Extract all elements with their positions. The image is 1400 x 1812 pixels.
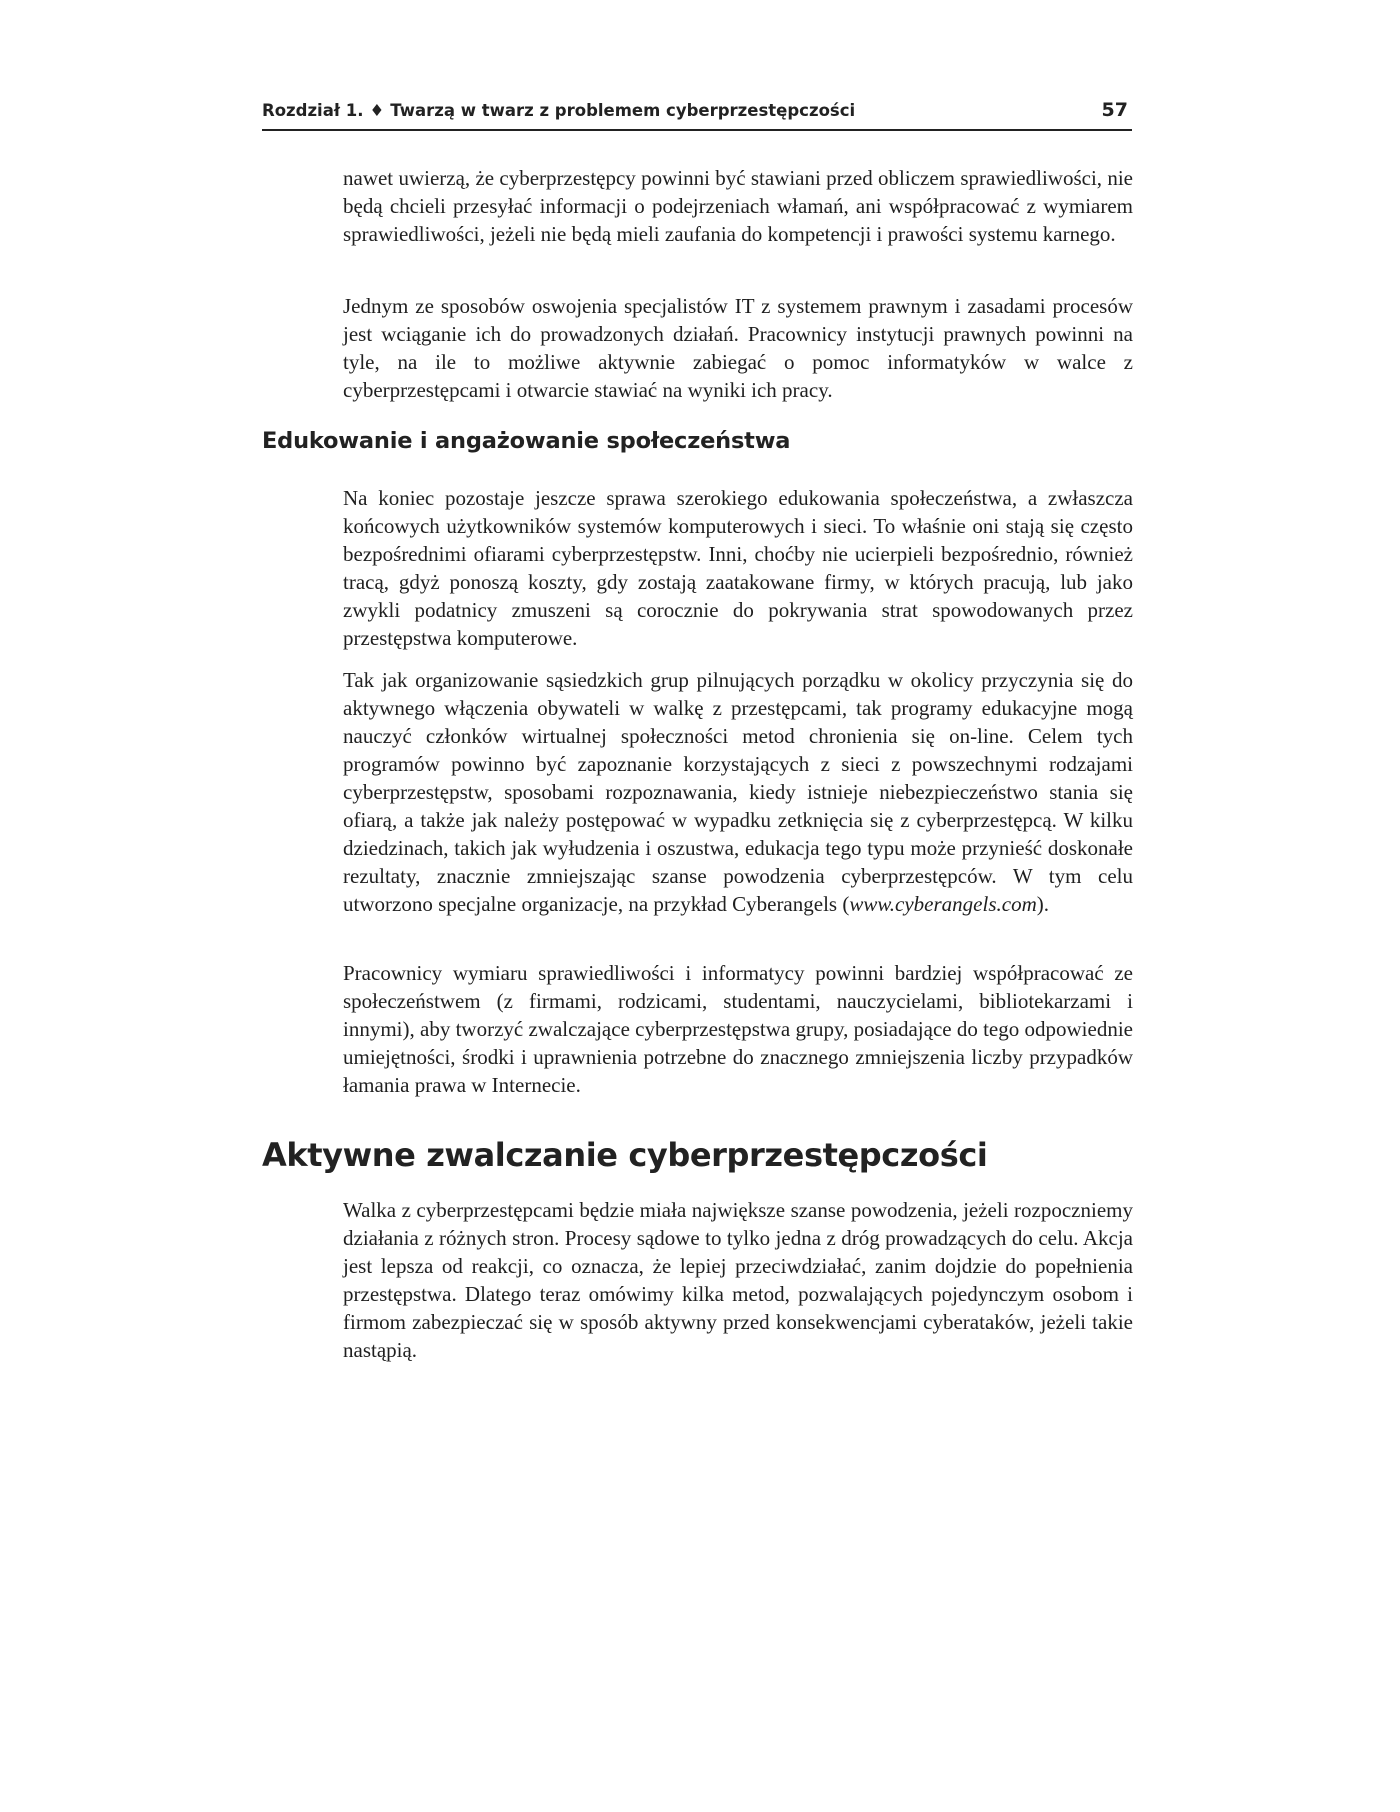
url-link[interactable]: www.cyberangels.com (849, 892, 1037, 916)
chapter-title (262, 101, 855, 120)
paragraph-5-block (343, 959, 1133, 1099)
paragraph: Walka z cyberprzestępcami będzie miała największe szanse powodzenia, jeżeli rozpoczniemy działania z różnych stron. Procesy sądowe to tylko jedna z dróg prowadzących do celu. Akcja jest lepsza od reakcji, co oznacza, że lepiej przeciwdziałać, zanim dojdzie do popełnienia przestępstwa. Dlatego teraz omówimy kilka metod, pozwalających pojedynczym osobom i firmom zabezpieczać się w sposób aktywny przed konsekwencjami cyberataków, jeżeli takie nastąpią. (343, 1198, 1133, 1362)
paragraph-3-block (343, 484, 1133, 652)
page-number: 57 (1101, 99, 1128, 121)
chapter-heading: Aktywne zwalczanie cyberprzestępczości (262, 1136, 988, 1174)
paragraph-4-block (343, 666, 1133, 918)
paragraph: nawet uwierzą, że cyberprzestępcy powinni być stawiani przed obliczem sprawiedliwości, nie będą chcieli przesyłać informacji o podejrzeniach włamań, ani współpracować z wymiarem sprawiedliwości, jeżeli nie będą mieli zaufania do kompetencji i prawości systemu karnego. (343, 166, 1133, 246)
section-heading: Edukowanie i angażowanie społeczeństwa (262, 428, 791, 454)
paragraph: Pracownicy wymiaru sprawiedliwości i informatycy powinni bardziej współpracować ze społeczeństwem (z firmami, rodzicami, studentami, nauczycielami, bibliotekarzami i innymi), aby tworzyć zwalczające cyberprzestępstwa grupy, posiadające do tego odpowiednie umiejętności, środki i uprawnienia potrzebne do znacznego zmniejszenia liczby przypadków łamania prawa w Internecie. (343, 961, 1133, 1097)
running-header (262, 97, 1132, 131)
paragraph: Jednym ze sposobów oswojenia specjalistów IT z systemem prawnym i zasadami procesów jest wciąganie ich do prowadzonych działań. Pracownicy instytucji prawnych powinni na tyle, na ile to możliwe aktywnie zabiegać o pomoc informatyków w walce z cyberprzestępcami i otwarcie stawiać na wyniki ich pracy. (343, 294, 1133, 402)
paragraph-1-block (343, 164, 1133, 248)
paragraph-2-block (343, 292, 1133, 404)
paragraph-6-block (343, 1196, 1133, 1364)
diamond-icon: ♦ (369, 101, 385, 120)
paragraph (343, 666, 1133, 918)
paragraph-text-end: ). (1036, 892, 1049, 916)
paragraph-text: Tak jak organizowanie sąsiedzkich grup pilnujących porządku w okolicy przyczynia się do aktywnego włączenia obywateli w walkę z przestępcami, tak programy edukacyjne mogą nauczyć członków wirtualnej społeczności metod chronienia się on-line. Celem tych programów powinno być zapoznanie korzystających z sieci z powszechnymi rodzajami cyberprzestępstw, sposobami rozpoznawania, kiedy istnieje niebezpieczeństwo stania się ofiarą, a także jak należy postępować w wypadku zetknięcia się z cyberprzestępcą. W kilku dziedzinach, takich jak wyłudzenia i oszustwa, edukacja tego typu może przynieść doskonałe rezultaty, znacznie zmniejszając szanse powodzenia cyberprzestępców. W tym celu utworzono specjalne organizacje, na przykład Cyberangels ( (343, 668, 1133, 916)
chapter-label: Rozdział 1. (262, 101, 364, 120)
chapter-name: Twarzą w twarz z problemem cyberprzestępczości (390, 101, 856, 120)
paragraph: Na koniec pozostaje jeszcze sprawa szerokiego edukowania społeczeństwa, a zwłaszcza końcowych użytkowników systemów komputerowych i sieci. To właśnie oni stają się często bezpośrednimi ofiarami cyberprzestępstw. Inni, choćby nie ucierpieli bezpośrednio, również tracą, gdyż ponoszą koszty, gdy zostają zaatakowane firmy, w których pracują, lub jako zwykli podatnicy zmuszeni są corocznie do pokrywania strat spowodowanych przez przestępstwa komputerowe. (343, 486, 1133, 650)
